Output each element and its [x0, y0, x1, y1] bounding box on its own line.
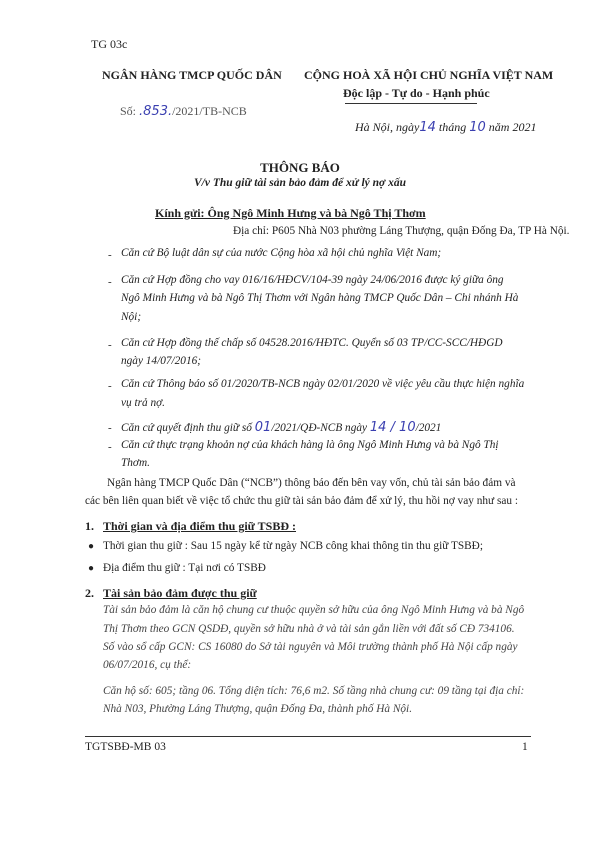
basis-debt-status-line2: Thơm.: [121, 457, 150, 469]
intro-line1: Ngân hàng TMCP Quốc Dân (“NCB”) thông báo đến bên vay vốn, chủ tài sản bảo đảm và: [107, 477, 516, 489]
document-number: [120, 104, 247, 119]
date-month-handwritten: 10: [469, 120, 486, 135]
date-day-handwritten: 14: [419, 120, 436, 135]
basis-seizure-decision: [121, 420, 441, 435]
basis-loan-contract-line1: Căn cứ Hợp đồng cho vay 016/16/HĐCV/104-39 ngày 24/06/2016 được ký giữa ông: [121, 274, 504, 286]
section1-item-time: Thời gian thu giữ : Sau 15 ngày kể từ ngày NCB công khai thông tin thu giữ TSBĐ;: [103, 540, 483, 552]
basis-notice-line1: Căn cứ Thông báo số 01/2020/TB-NCB ngày 02/01/2020 về việc yêu cầu thực hiện nghĩa: [121, 378, 525, 390]
dash-icon: -: [108, 441, 112, 453]
basis-mortgage-line2: ngày 14/07/2016;: [121, 355, 202, 367]
motto: Độc lập - Tự do - Hạnh phúc: [343, 86, 490, 100]
bullet-icon: ●: [88, 541, 95, 552]
basis-loan-contract-line3: Nội;: [121, 311, 142, 323]
footer-rule: [85, 736, 531, 737]
motto-underline: [345, 103, 477, 104]
intro-line2: các bên liên quan biết về việc tổ chức thu giữ tài sản bảo đảm để xử lý, thu hồi nợ vay như sau :: [85, 495, 518, 507]
bank-name: NGÂN HÀNG TMCP QUỐC DÂN: [102, 68, 282, 82]
section1-item-place: Địa điểm thu giữ : Tại nơi có TSBĐ: [103, 562, 266, 574]
section2-line3: Số vào sổ cấp GCN: CS 16080 do Sở tài nguyên và Môi trường thành phố Hà Nội cấp ngày: [103, 641, 518, 653]
seizure-decision-prefix: Căn cứ quyết định thu giữ số: [121, 422, 252, 434]
basis-notice-line2: vụ trả nợ.: [121, 397, 165, 409]
basis-loan-contract-line2: Ngô Minh Hưng và bà Ngô Thị Thơm với Ngân hàng TMCP Quốc Dân – Chi nhánh Hà: [121, 292, 519, 304]
section2-number: 2.: [85, 586, 94, 600]
doc-no-label: Số:: [120, 104, 137, 118]
seizure-decision-year: /2021: [415, 422, 442, 434]
dash-icon: -: [108, 380, 112, 392]
section1-number: 1.: [85, 519, 94, 533]
recipient-address: Địa chỉ: P605 Nhà N03 phường Láng Thượng, quận Đống Đa, TP Hà Nội.: [233, 225, 570, 237]
dash-icon: -: [108, 339, 112, 351]
section2-line6: Nhà N03, Phường Láng Thượng, quận Đống Đa, thành phố Hà Nội.: [103, 703, 413, 715]
section2-line2: Thị Thơm theo GCN QSDĐ, quyền sở hữu nhà ở và tài sản gắn liền với đất số CĐ 734106.: [103, 623, 515, 635]
basis-debt-status-line1: Căn cứ thực trạng khoản nợ của khách hàng là ông Ngô Minh Hưng và bà Ngô Thị: [121, 439, 499, 451]
section2-line1: Tài sản bảo đảm là căn hộ chung cư thuộc quyền sở hữu của ông Ngô Minh Hưng và bà Ngô: [103, 604, 525, 616]
section2-line5: Căn hộ số: 605; tầng 06. Tổng diện tích: 76,6 m2. Số tầng nhà chung cư: 09 tầng tại địa chỉ:: [103, 685, 525, 697]
doc-no-handwritten: .853.: [139, 104, 173, 119]
seizure-decision-mid: /2021/QĐ-NCB ngày: [271, 422, 368, 434]
form-code: TG 03c: [91, 37, 128, 51]
section2-line4: 06/07/2016, cụ thể:: [103, 659, 192, 671]
seizure-decision-date-handwritten: 14 / 10: [369, 420, 416, 435]
recipient: Kính gửi: Ông Ngô Minh Hưng và bà Ngô Thị Thơm: [155, 206, 426, 220]
bullet-icon: ●: [88, 563, 95, 574]
dash-icon: -: [108, 422, 112, 434]
section2-heading: Tài sản bảo đảm được thu giữ: [103, 586, 257, 600]
dash-icon: -: [108, 276, 112, 288]
date-prefix: Hà Nội, ngày: [355, 120, 420, 134]
page-number: 1: [522, 741, 528, 753]
date-month-label: tháng: [438, 120, 467, 134]
document-subject: V/v Thu giữ tài sản bảo đảm để xử lý nợ xấu: [194, 177, 406, 189]
doc-no-suffix: /2021/TB-NCB: [172, 104, 247, 118]
document-title: THÔNG BÁO: [260, 160, 340, 175]
document-date: [355, 120, 536, 135]
basis-mortgage-line1: Căn cứ Hợp đồng thế chấp số 04528.2016/HĐTC. Quyển số 03 TP/CC-SCC/HĐGD: [121, 337, 503, 349]
footer-code: TGTSBĐ-MB 03: [85, 741, 166, 753]
date-year: năm 2021: [488, 120, 537, 134]
country-name: CỘNG HOÀ XÃ HỘI CHỦ NGHĨA VIỆT NAM: [304, 68, 554, 82]
seizure-decision-no-handwritten: 01: [254, 420, 272, 435]
section1-heading: Thời gian và địa điểm thu giữ TSBĐ :: [103, 519, 297, 533]
dash-icon: -: [108, 249, 112, 261]
basis-civil-code: Căn cứ Bộ luật dân sự của nước Cộng hòa xã hội chủ nghĩa Việt Nam;: [121, 247, 442, 259]
